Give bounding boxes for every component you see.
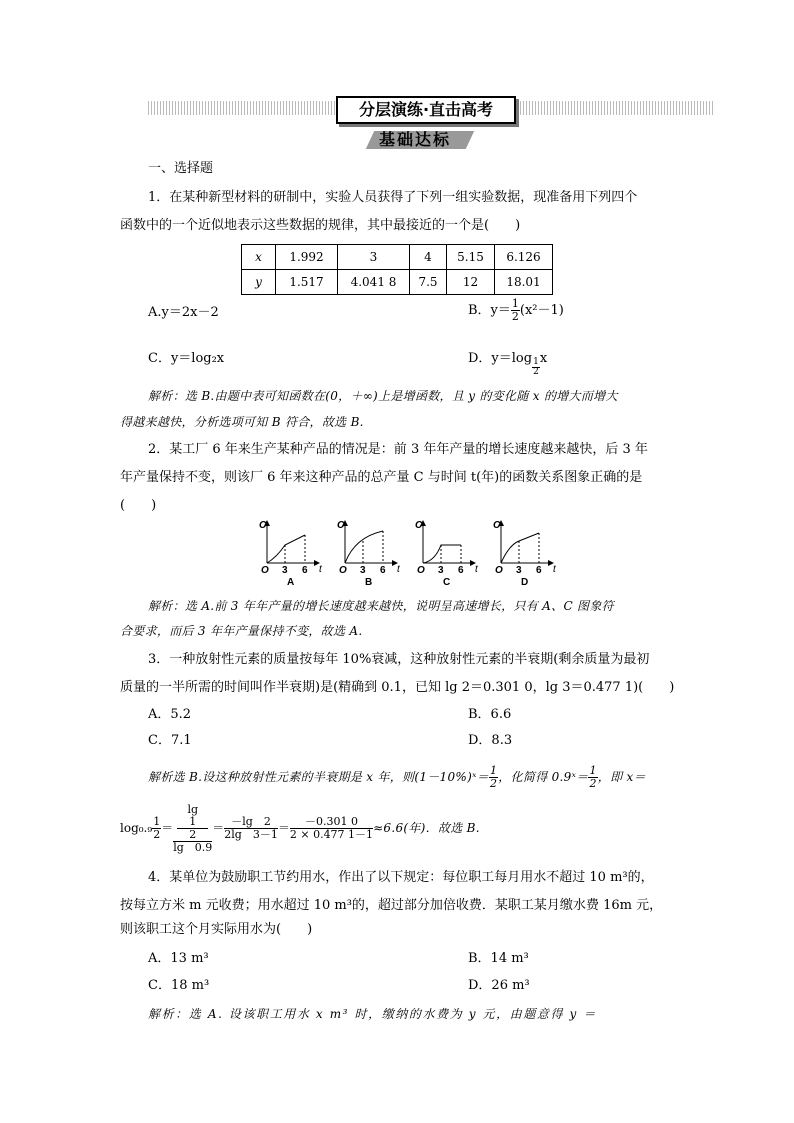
table-cell: 4 xyxy=(410,245,447,270)
fraction-denominator: 2 × 0.477 1－1 xyxy=(289,828,374,841)
origin-label: O xyxy=(495,565,503,576)
fraction xyxy=(173,804,212,854)
q3-solution-line2: log₀.₉ $\frac{1}{2}$ ＝ lg 1 2 lg 0.9 ＝ $\frac{-\lg 2}{2\lg 3-1}$ ＝ $\frac{-0.301 0}{2 \times 0.477 1-1}$ ≈6.6(年)．故选 B. xyxy=(120,802,480,854)
q2-solution-line1: 解析：选 A.前 3 年年产量的增长速度越来越快，说明呈高速增长，只有 A、C 图象符 xyxy=(148,599,614,613)
q2-stem-line1: 2．某工厂 6 年来生产某种产品的情况是：前 3 年年产量的增长速度越来越快，后 3 年 xyxy=(148,442,648,457)
graph-label: D xyxy=(521,577,529,588)
table-cell: 5.15 xyxy=(447,245,495,270)
tick-label: 3 xyxy=(282,565,288,576)
table-cell: x xyxy=(242,245,276,270)
q1-option-a: A.y＝2x－2 xyxy=(148,305,219,320)
fraction-numerator: 1 xyxy=(589,764,597,777)
fraction-numerator: 1 xyxy=(489,764,498,777)
axis-label-c: C xyxy=(337,520,345,531)
section-heading: 一、选择题 xyxy=(148,161,214,176)
subtitle-banner xyxy=(355,127,475,153)
q4-option-d: D．26 m³ xyxy=(468,978,530,993)
q3-solution-line1 xyxy=(148,762,646,792)
fraction-denominator: 2 xyxy=(533,367,539,377)
subtitle-text: 基础达标 xyxy=(378,130,451,149)
axis-label-c: C xyxy=(493,520,501,531)
table-cell: 12 xyxy=(447,270,495,295)
table-cell: 7.5 xyxy=(410,270,447,295)
q1-option-d-suffix: x xyxy=(539,351,548,366)
fraction xyxy=(511,298,520,323)
table-cell: y xyxy=(242,270,276,295)
table-cell: 3 xyxy=(338,245,410,270)
q3-result: ≈6.6(年)．故选 B. xyxy=(373,821,480,835)
q4-stem-line3: 则该职工这个月实际用水为( ) xyxy=(120,922,313,937)
q2-solution-line2: 合要求，而后 3 年年产量保持不变，故选 A. xyxy=(120,624,363,638)
table-row xyxy=(242,270,553,295)
graph-c xyxy=(415,520,479,588)
tick-label: 6 xyxy=(380,565,386,576)
q3-stem-line1: 3．一种放射性元素的质量按每年 10%衰减，这种放射性元素的半衰期(剩余质量为最初 xyxy=(148,652,650,667)
table-cell: 4.041 8 xyxy=(338,270,410,295)
axis-label-c: C xyxy=(259,520,267,531)
q4-option-c: C．18 m³ xyxy=(148,978,210,993)
graph-b xyxy=(337,520,401,588)
axis-label-t: t xyxy=(319,564,322,575)
graph-label: C xyxy=(443,577,451,588)
q2-stem-line3: ( ) xyxy=(120,498,157,513)
axis-label-t: t xyxy=(553,564,556,575)
q4-solution-line1: 解析：选 A. 设该职工用水 x m³ 时，缴纳的水费为 y 元，由题意得 y ＝ xyxy=(148,1007,597,1021)
q3-solution-text: 解析选 B.设这种放射性元素的半衰期是 x 年，则(1－10%)ˣ＝ xyxy=(148,770,489,784)
q3-option-b: B．6.6 xyxy=(468,707,512,722)
fraction xyxy=(152,816,161,841)
fraction xyxy=(290,816,373,841)
q4-option-b: B．14 m³ xyxy=(468,951,529,966)
q1-option-c: C．y＝log₂x xyxy=(148,351,225,366)
origin-label: O xyxy=(417,565,425,576)
fraction xyxy=(532,358,540,377)
tick-label: 3 xyxy=(438,565,444,576)
q4-stem-line2: 按每立方米 m 元收费；用水超过 10 m³的，超过部分加倍收费．某职工某月缴水费 16m 元， xyxy=(120,898,663,913)
fraction-numerator: －0.301 0 xyxy=(290,816,373,829)
log-base: log₀.₉ xyxy=(120,821,153,835)
tick-label: 3 xyxy=(360,565,366,576)
q1-option-d xyxy=(468,350,547,377)
fraction-denominator: 2 xyxy=(153,828,161,841)
fraction-numerator xyxy=(173,804,212,842)
fraction-denominator: lg 0.9 xyxy=(173,840,213,854)
q3-stem-line2: 质量的一半所需的时间叫作半衰期)是(精确到 0.1，已知 lg 2＝0.301 0，lg 3＝0.477 1)( ) xyxy=(120,680,675,695)
q1-data-table xyxy=(241,244,553,295)
table-cell: 1.992 xyxy=(276,245,338,270)
table-cell: 18.01 xyxy=(495,270,553,295)
q4-option-a: A．13 m³ xyxy=(148,951,209,966)
fraction-denominator: 2 xyxy=(511,310,519,323)
q2-graphs xyxy=(255,515,565,590)
q1-solution-line2: 得越来越快，分析选项可知 B 符合，故选 B. xyxy=(120,415,364,429)
axis-label-t: t xyxy=(475,564,478,575)
table-row xyxy=(242,245,553,270)
graph-label: B xyxy=(365,577,373,588)
q1-option-d-prefix: D．y＝log xyxy=(468,351,533,366)
q3-solution-text: ，即 x＝ xyxy=(597,770,646,784)
fraction xyxy=(588,765,597,790)
lg-label: lg xyxy=(187,802,199,816)
fraction-numerator: 1 xyxy=(533,357,539,367)
fraction xyxy=(489,765,498,790)
q3-option-a: A．5.2 xyxy=(148,707,192,722)
origin-label: O xyxy=(339,565,347,576)
axis-label-c: C xyxy=(415,520,423,531)
table-cell: 6.126 xyxy=(495,245,553,270)
fraction xyxy=(177,816,208,841)
fraction-numerator: 1 xyxy=(177,816,208,829)
q3-option-d: D．8.3 xyxy=(468,733,513,748)
tick-label: 3 xyxy=(516,565,522,576)
graph-a xyxy=(259,520,323,588)
tick-label: 6 xyxy=(536,565,542,576)
fraction xyxy=(224,816,278,841)
q3-option-c: C．7.1 xyxy=(148,733,192,748)
tick-label: 6 xyxy=(458,565,464,576)
fraction-numerator: －lg 2 xyxy=(224,816,278,829)
q1-stem-line1: 1．在某种新型材料的研制中，实验人员获得了下列一组实验数据，现准备用下列四个 xyxy=(148,190,638,205)
q3-solution-text: ，化简得 0.9ˣ＝ xyxy=(498,770,589,784)
fraction-denominator: 2 xyxy=(189,827,197,841)
q1-option-b-suffix: (x²－1) xyxy=(519,303,564,318)
header-title: 分层演练·直击高考 xyxy=(336,96,516,124)
q1-solution-line1: 解析：选 B.由题中表可知函数在(0，＋∞)上是增函数，且 y 的变化随 x 的增大而增大 xyxy=(148,389,618,403)
fraction-numerator: 1 xyxy=(153,815,161,828)
tick-label: 6 xyxy=(302,565,308,576)
graph-label: A xyxy=(287,577,295,588)
fraction-numerator: 1 xyxy=(511,297,519,310)
fraction-denominator: 2lg 3－1 xyxy=(224,828,278,841)
q1-option-b-prefix: B．y＝ xyxy=(468,303,511,318)
table-cell: 1.517 xyxy=(276,270,338,295)
graph-d xyxy=(493,520,557,588)
q1-stem-line2: 函数中的一个近似地表示这些数据的规律，其中最接近的一个是( ) xyxy=(120,218,521,233)
origin-label: O xyxy=(261,565,269,576)
fraction-denominator: 2 xyxy=(489,777,498,790)
q4-stem-line1: 4．某单位为鼓励职工节约用水，作出了以下规定：每位职工每月用水不超过 10 m³的， xyxy=(148,870,654,885)
fraction-denominator: 2 xyxy=(589,777,597,790)
q2-stem-line2: 年产量保持不变，则该厂 6 年来这种产品的总产量 C 与时间 t(年)的函数关系图象正确的是 xyxy=(120,470,643,485)
q1-option-b xyxy=(468,296,564,326)
axis-label-t: t xyxy=(397,564,400,575)
